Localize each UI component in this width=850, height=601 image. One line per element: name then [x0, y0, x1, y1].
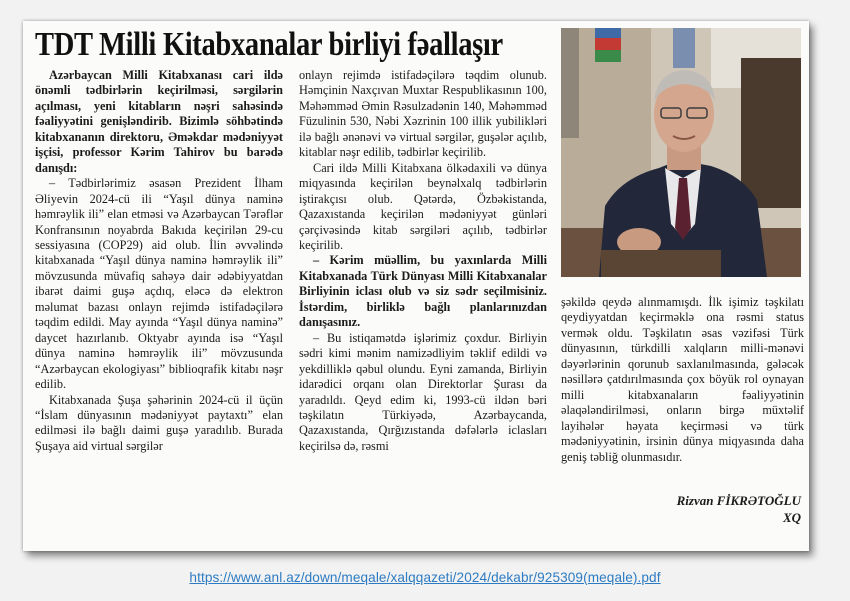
article-paragraph: Kitabxanada Şuşa şəhərinin 2024-cü il üçün “İslam dünyasının mədəniyyət paytaxtı” elan edilməsi ilə bağlı daimi guşə yaradılıb. Burada Şuşaya aid virtual sərgilər [35, 392, 283, 453]
article-paragraph: onlayn rejimdə istifadəçilərə təqdim olunub. Həmçinin Naxçıvan Muxtar Respublikasının 100, Məhəmməd Əmin Rəsulzadənin 140, Məhəmməd Füzulinin 530, Nəbi Xəzrinin 100 illik yubilikləri ilə bağlı ənənəvi və virtual sərgilər, guşələr açılıb, kitablar nəşr edilib, tədbirlər keçirilib. [299, 68, 547, 160]
author-org: XQ [782, 510, 801, 525]
portrait-photo [561, 28, 801, 277]
article-paragraph: – Bu istiqamətdə işlərimiz çoxdur. Birliyin sədri kimi mənim namizədliyim təklif edildi və yekdilliklə qəbul olundu. Eyni zamanda, Birliyin idarədici orqanı olan Direktorlar Şurası da yaradıldı. Qeyd edim ki, 1993-cü ildən bəri təşkilatın Türkiyədə, Azərbaycanda, Qazaxıstanda, Qırğızıstanda dəfələrlə iclasları keçirilsə də, rəsmi [299, 330, 547, 453]
article-headline: TDT Milli Kitabxanalar birliyi fəallaşır [35, 26, 503, 63]
author-signature [623, 492, 801, 526]
article-column-3 [561, 295, 804, 465]
source-link[interactable]: https://www.anl.az/down/meqale/xalqqazeti/2024/dekabr/925309(meqale).pdf [189, 570, 661, 585]
newspaper-clipping [23, 21, 809, 551]
author-name: Rizvan FİKRƏTOĞLU [676, 493, 801, 508]
article-paragraph: Cari ildə Milli Kitabxana ölkədaxili və dünya miqyasında keçirilən beynəlxalq tədbirlərin iştirakçısı olub. Qətərdə, Özbəkistanda, Qazaxıstanda keçirilən mədəniyyət günləri çərçivəsində kitab sərgiləri açılıb, tədbirlər keçirilib. [299, 160, 547, 252]
article-paragraph: – Kərim müəllim, bu yaxınlarda Milli Kitabxanada Türk Dünyası Milli Kitabxanalar Birliyinin iclası olub və siz sədr seçilmisiniz. İstərdim, birliklə bağlı planlarınızdan danışasınız. [299, 253, 547, 330]
article-paragraph: Azərbaycan Milli Kitabxanası cari ildə önəmli tədbirlərin keçirilməsi, sərgilərin açılması, yeni kitabların nəşri sahəsində fəaliyyətini genişləndirib. Bizimlə söhbətində kitabxananın direktoru, Əməkdar mədəniyyət işçisi, professor Kərim Tahirov bu barədə danışdı: [35, 68, 283, 175]
article-paragraph: – Tədbirlərimiz əsasən Prezident İlham Əliyevin 2024-cü ili “Yaşıl dünya naminə həmrəylik ili” elan etməsi və Azərbaycan Tərəflər Konfransının noyabrda Bakıda keçirilən 29-cu sessiyasına (COP29) aid olub. İlin əvvəlində kitabxanada “Yaşıl dünya naminə həmrəylik ili” mövzusunda müvafiq sahəyə dair ədəbiyyatdan ibarət daimi guşə açdıq, eləcə də elektron məlumat bazası onlayn rejimdə istifadəçilərə təqdim edildi. May ayında “Yaşıl dünya naminə” daycet hazırlanıb. Oktyabr ayında isə “Yaşıl dünya naminə həmrəylik ili” mövzusunda “Azərbaycan ekologiyası” biblioqrafik kitabı nəşr edilib. [35, 176, 283, 392]
article-column-1 [35, 68, 283, 454]
article-column-2 [299, 68, 547, 454]
article-paragraph: şəkildə qeydə alınmamışdı. İlk işimiz təşkilatı qeydiyyatdan keçirməklə ona rəsmi status vermək oldu. Təşkilatın əsas vəzifəsi Türk dünyasının, türkdilli xalqların milli-mənəvi dəyərlərinin qorunub saxlanılmasında, gələcək nəsillərə çatdırılmasında çox böyük rol oynayan milli kitabxanaların fəaliyyətinin əlaqələndirilməsi, onların birgə müxtəlif layihələr həyata keçirməsi və türk mədəniyyətinin, irsinin dünya miqyasında daha geniş təbliğ olunmasıdır. [561, 295, 804, 464]
portrait-illustration [561, 28, 801, 277]
